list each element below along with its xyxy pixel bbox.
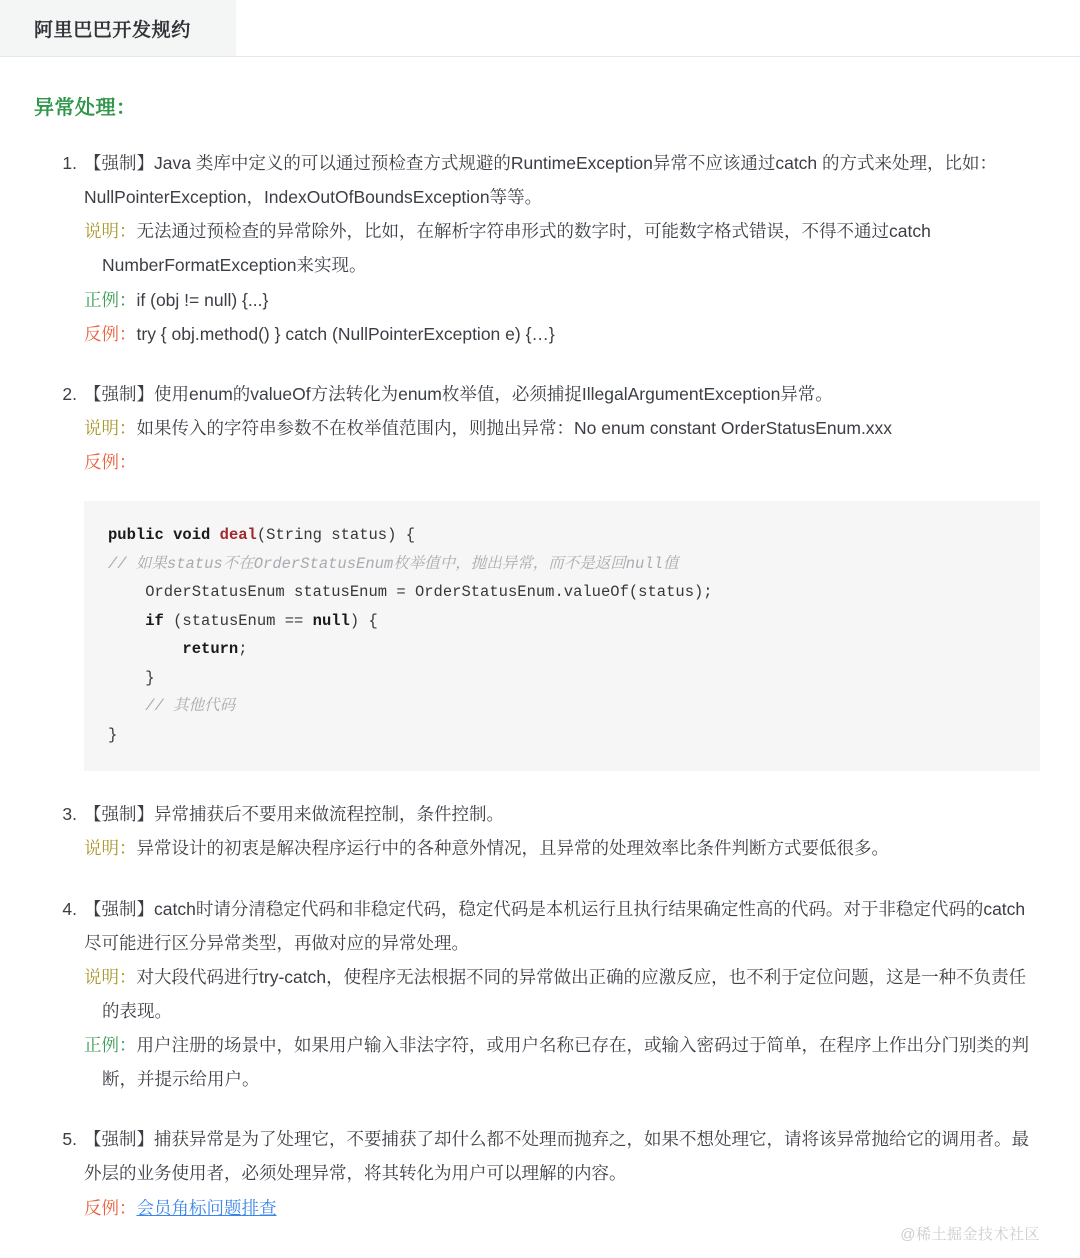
document-body xyxy=(0,57,1080,1258)
note-label: 说明： xyxy=(84,838,137,859)
rule-note-line xyxy=(84,960,1040,1028)
code-token: // 其他代码 xyxy=(145,697,236,716)
rule-item-5 xyxy=(84,1122,1040,1224)
rule-item-3 xyxy=(84,797,1040,865)
rule-text: 【强制】异常捕获后不要用来做流程控制，条件控制。 xyxy=(84,804,504,825)
rule-text: 【强制】Java 类库中定义的可以通过预检查方式规避的RuntimeException异常不应该通过catch 的方式来处理，比如：NullPointerException，IndexOutOfBoundsException等等。 xyxy=(84,153,998,208)
code-token: public xyxy=(108,526,164,545)
rule-item-2 xyxy=(84,377,1040,772)
top-bar xyxy=(0,0,1080,57)
rule-text: 【强制】catch时请分清稳定代码和非稳定代码，稳定代码是本机运行且执行结果确定性高的代码。对于非稳定代码的catch尽可能进行区分异常类型，再做对应的异常处理。 xyxy=(84,898,1026,953)
code-token xyxy=(164,526,173,544)
code-token: deal xyxy=(219,526,257,545)
section-heading: 异常处理： xyxy=(34,97,137,119)
good-label: 正例： xyxy=(84,289,137,310)
code-content xyxy=(84,521,1040,749)
rule-text: 【强制】捕获异常是为了处理它，不要捕获了却什么都不处理而抛弃之，如果不想处理它，请将该异常抛给它的调用者。最外层的业务使用者，必须处理异常，将其转化为用户可以理解的内容。 xyxy=(84,1129,1029,1184)
code-token: OrderStatusEnum statusEnum = OrderStatusEnum.valueOf(status); xyxy=(108,583,713,602)
code-token: void xyxy=(173,526,211,545)
rule-good-line xyxy=(84,1028,1040,1096)
code-token xyxy=(108,697,145,715)
bad-label: 反例： xyxy=(84,323,137,344)
code-token: null xyxy=(312,611,350,630)
bad-label: 反例： xyxy=(84,452,137,472)
note-text: 无法通过预检查的异常除外，比如，在解析字符串形式的数字时，可能数字格式错误，不得不通过catch NumberFormatException来实现。 xyxy=(102,221,931,276)
code-token: } xyxy=(108,668,155,687)
good-label: 正例： xyxy=(84,1035,137,1055)
rule-bad-line xyxy=(84,445,1040,479)
good-text: 用户注册的场景中，如果用户输入非法字符，或用户名称已存在，或输入密码过于简单，在程序上作出分门别类的判断，并提示给用户。 xyxy=(102,1035,1029,1090)
note-text: 对大段代码进行try-catch，使程序无法根据不同的异常做出正确的应激反应，也不利于定位问题，这是一种不负责任的表现。 xyxy=(102,966,1027,1021)
code-token xyxy=(210,526,219,544)
code-block xyxy=(84,501,1040,771)
document-tab[interactable] xyxy=(0,0,236,56)
bad-label: 反例： xyxy=(84,1197,137,1218)
rule-bad-line xyxy=(84,1191,1040,1225)
code-token: (String status) { xyxy=(256,526,416,545)
note-label: 说明： xyxy=(84,417,137,438)
note-text: 如果传入的字符串参数不在枚举值范围内，则抛出异常：No enum constant OrderStatusEnum.xxx xyxy=(136,417,893,438)
note-text: 异常设计的初衷是解决程序运行中的各种意外情况，且异常的处理效率比条件判断方式要低很多。 xyxy=(136,838,889,859)
bad-example-link[interactable]: 会员角标问题排查 xyxy=(136,1197,277,1218)
code-token: ; xyxy=(238,640,248,659)
document-title: 阿里巴巴开发规约 xyxy=(34,19,191,41)
rule-item-4 xyxy=(84,892,1040,1097)
watermark: @稀土掘金技术社区 xyxy=(900,1226,1040,1243)
rule-bad-line xyxy=(84,317,1040,351)
note-label: 说明： xyxy=(84,221,137,242)
code-token: if xyxy=(145,611,164,630)
rule-good-line xyxy=(84,283,1040,317)
rule-list xyxy=(30,146,1040,1225)
good-text: if (obj != null) {...} xyxy=(136,289,269,310)
rule-note-line xyxy=(84,214,1040,282)
bad-text: try { obj.method() } catch (NullPointerException e) {…} xyxy=(136,323,555,344)
note-label: 说明： xyxy=(84,966,137,987)
code-token: (statusEnum == xyxy=(163,611,313,630)
code-token: ) { xyxy=(349,611,378,630)
rule-note-line xyxy=(84,831,1040,865)
code-token: // 如果status不在OrderStatusEnum枚举值中，抛出异常，而不是返回null值 xyxy=(108,554,679,573)
code-token: } xyxy=(108,725,118,744)
rule-text: 【强制】使用enum的valueOf方法转化为enum枚举值，必须捕捉IllegalArgumentException异常。 xyxy=(84,383,833,404)
code-token xyxy=(108,640,182,658)
rule-note-line xyxy=(84,411,1040,445)
code-token xyxy=(108,612,145,630)
rule-item-1 xyxy=(84,146,1040,351)
code-token: return xyxy=(182,640,239,659)
